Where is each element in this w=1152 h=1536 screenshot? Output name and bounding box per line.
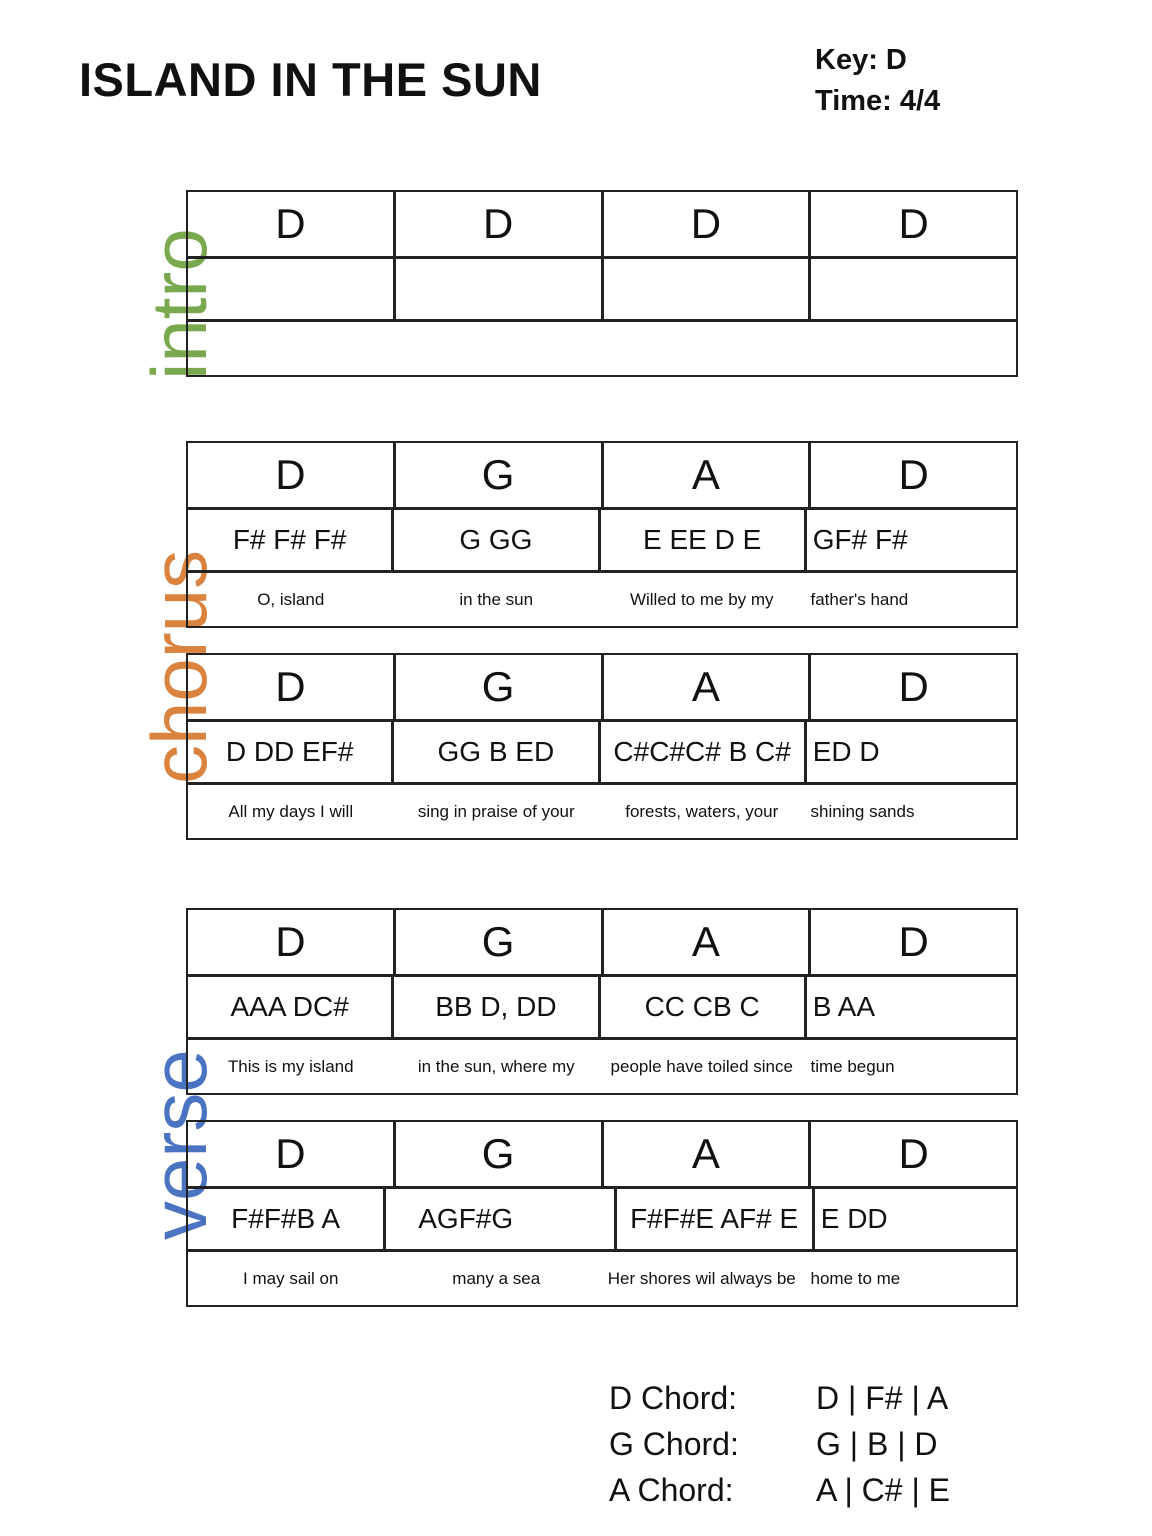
chord-reference-notes: D | F# | A bbox=[816, 1380, 949, 1416]
note-cell: B AA bbox=[804, 977, 1016, 1037]
lyric-cell: shining sands bbox=[810, 801, 915, 821]
chord-cell: A bbox=[601, 1122, 809, 1186]
chord-cell: D bbox=[808, 192, 1016, 256]
chord-reference-notes: A | C# | E bbox=[816, 1472, 951, 1508]
chord-cell: A bbox=[601, 910, 809, 974]
chord-reference bbox=[609, 1375, 950, 1513]
song-title: ISLAND IN THE SUN bbox=[79, 53, 542, 106]
note-row bbox=[188, 974, 1016, 1037]
note-cell: GG B ED bbox=[391, 722, 597, 782]
key-label: Key: D bbox=[815, 44, 907, 76]
chord-cell: G bbox=[393, 443, 601, 507]
note-cell bbox=[601, 259, 809, 319]
lyric-cell: many a sea bbox=[452, 1268, 541, 1288]
note-cell: ED D bbox=[804, 722, 1016, 782]
chord-reference-notes: G | B | D bbox=[816, 1426, 938, 1462]
chord-cell: D bbox=[808, 1122, 1016, 1186]
chord-reference-line bbox=[609, 1375, 950, 1421]
chord-row bbox=[188, 655, 1016, 719]
chord-cell: D bbox=[275, 200, 306, 247]
chord-row bbox=[188, 443, 1016, 507]
lyric-cell: home to me bbox=[810, 1268, 901, 1288]
note-cell: AGF#G bbox=[383, 1189, 613, 1249]
lyric-cell: people have toiled since bbox=[610, 1056, 793, 1076]
note-cell bbox=[188, 259, 393, 319]
chord-cell: D bbox=[275, 1130, 306, 1177]
lyric-cell: in the sun, where my bbox=[417, 1056, 575, 1076]
lyric-row bbox=[188, 319, 1016, 375]
lyric-cell: This is my island bbox=[227, 1056, 354, 1076]
note-cell bbox=[808, 259, 1016, 319]
section-label-intro: intro bbox=[135, 228, 223, 380]
lyric-row bbox=[188, 1037, 1016, 1093]
chord-cell: D bbox=[275, 918, 306, 965]
chord-row bbox=[188, 910, 1016, 974]
lyric-cell: father's hand bbox=[810, 589, 909, 609]
chord-cell: G bbox=[393, 910, 601, 974]
chord-cell: D bbox=[808, 443, 1016, 507]
note-cell: F# F# F# bbox=[232, 524, 347, 555]
lyric-cell: Her shores wil always be bbox=[607, 1268, 796, 1288]
chord-reference-line bbox=[609, 1421, 950, 1467]
chord-reference-name: D Chord: bbox=[609, 1380, 738, 1416]
note-cell: G GG bbox=[391, 510, 597, 570]
lyric-cell: in the sun bbox=[459, 589, 534, 609]
time-signature-label: Time: 4/4 bbox=[815, 85, 941, 117]
note-cell: CC CB C bbox=[598, 977, 804, 1037]
chord-row bbox=[188, 1122, 1016, 1186]
note-row bbox=[188, 256, 1016, 319]
lyric-cell: I may sail on bbox=[243, 1268, 339, 1288]
lyric-cell: time begun bbox=[810, 1056, 895, 1076]
note-cell: GF# F# bbox=[804, 510, 1016, 570]
section-label-chorus: chorus bbox=[135, 549, 223, 784]
chord-cell: A bbox=[601, 443, 809, 507]
note-cell: F#F#B A bbox=[231, 1203, 341, 1234]
lyric-cell: sing in praise of your bbox=[417, 801, 575, 821]
lyric-row bbox=[188, 570, 1016, 626]
note-cell bbox=[393, 259, 601, 319]
song-meta bbox=[815, 40, 940, 122]
lyric-row bbox=[188, 1249, 1016, 1305]
chord-row bbox=[188, 192, 1016, 256]
chord-cell: D bbox=[808, 655, 1016, 719]
note-cell: BB D, DD bbox=[391, 977, 597, 1037]
verse-block-1 bbox=[186, 908, 1018, 1095]
verse-block-2 bbox=[186, 1120, 1018, 1307]
note-row bbox=[188, 507, 1016, 570]
chord-cell: D bbox=[808, 910, 1016, 974]
chord-cell: A bbox=[601, 655, 809, 719]
note-cell: E EE D E bbox=[598, 510, 804, 570]
note-cell: E DD bbox=[812, 1189, 1016, 1249]
chord-reference-line bbox=[609, 1467, 950, 1513]
chorus-block-1 bbox=[186, 441, 1018, 628]
note-cell: AAA DC# bbox=[230, 991, 349, 1022]
note-row bbox=[188, 1186, 1016, 1249]
lyric-cell: Willed to me by my bbox=[629, 589, 774, 609]
chord-reference-name: G Chord: bbox=[609, 1426, 739, 1462]
note-cell: F#F#E AF# E bbox=[614, 1189, 812, 1249]
chord-cell: D bbox=[275, 663, 306, 710]
chord-cell: D bbox=[393, 192, 601, 256]
chord-cell: G bbox=[393, 655, 601, 719]
lyric-cell: O, island bbox=[257, 589, 325, 609]
note-row bbox=[188, 719, 1016, 782]
chord-cell: G bbox=[393, 1122, 601, 1186]
chord-reference-name: A Chord: bbox=[609, 1472, 734, 1508]
chorus-block-2 bbox=[186, 653, 1018, 840]
chord-cell: D bbox=[275, 451, 306, 498]
note-cell: D DD EF# bbox=[225, 736, 354, 767]
section-label-verse: verse bbox=[135, 1049, 223, 1240]
lyric-row bbox=[188, 782, 1016, 838]
chord-cell: D bbox=[601, 192, 809, 256]
lyric-cell: forests, waters, your bbox=[625, 801, 779, 821]
intro-block bbox=[186, 190, 1018, 377]
lyric-cell: All my days I will bbox=[228, 801, 354, 821]
note-cell: C#C#C# B C# bbox=[598, 722, 804, 782]
